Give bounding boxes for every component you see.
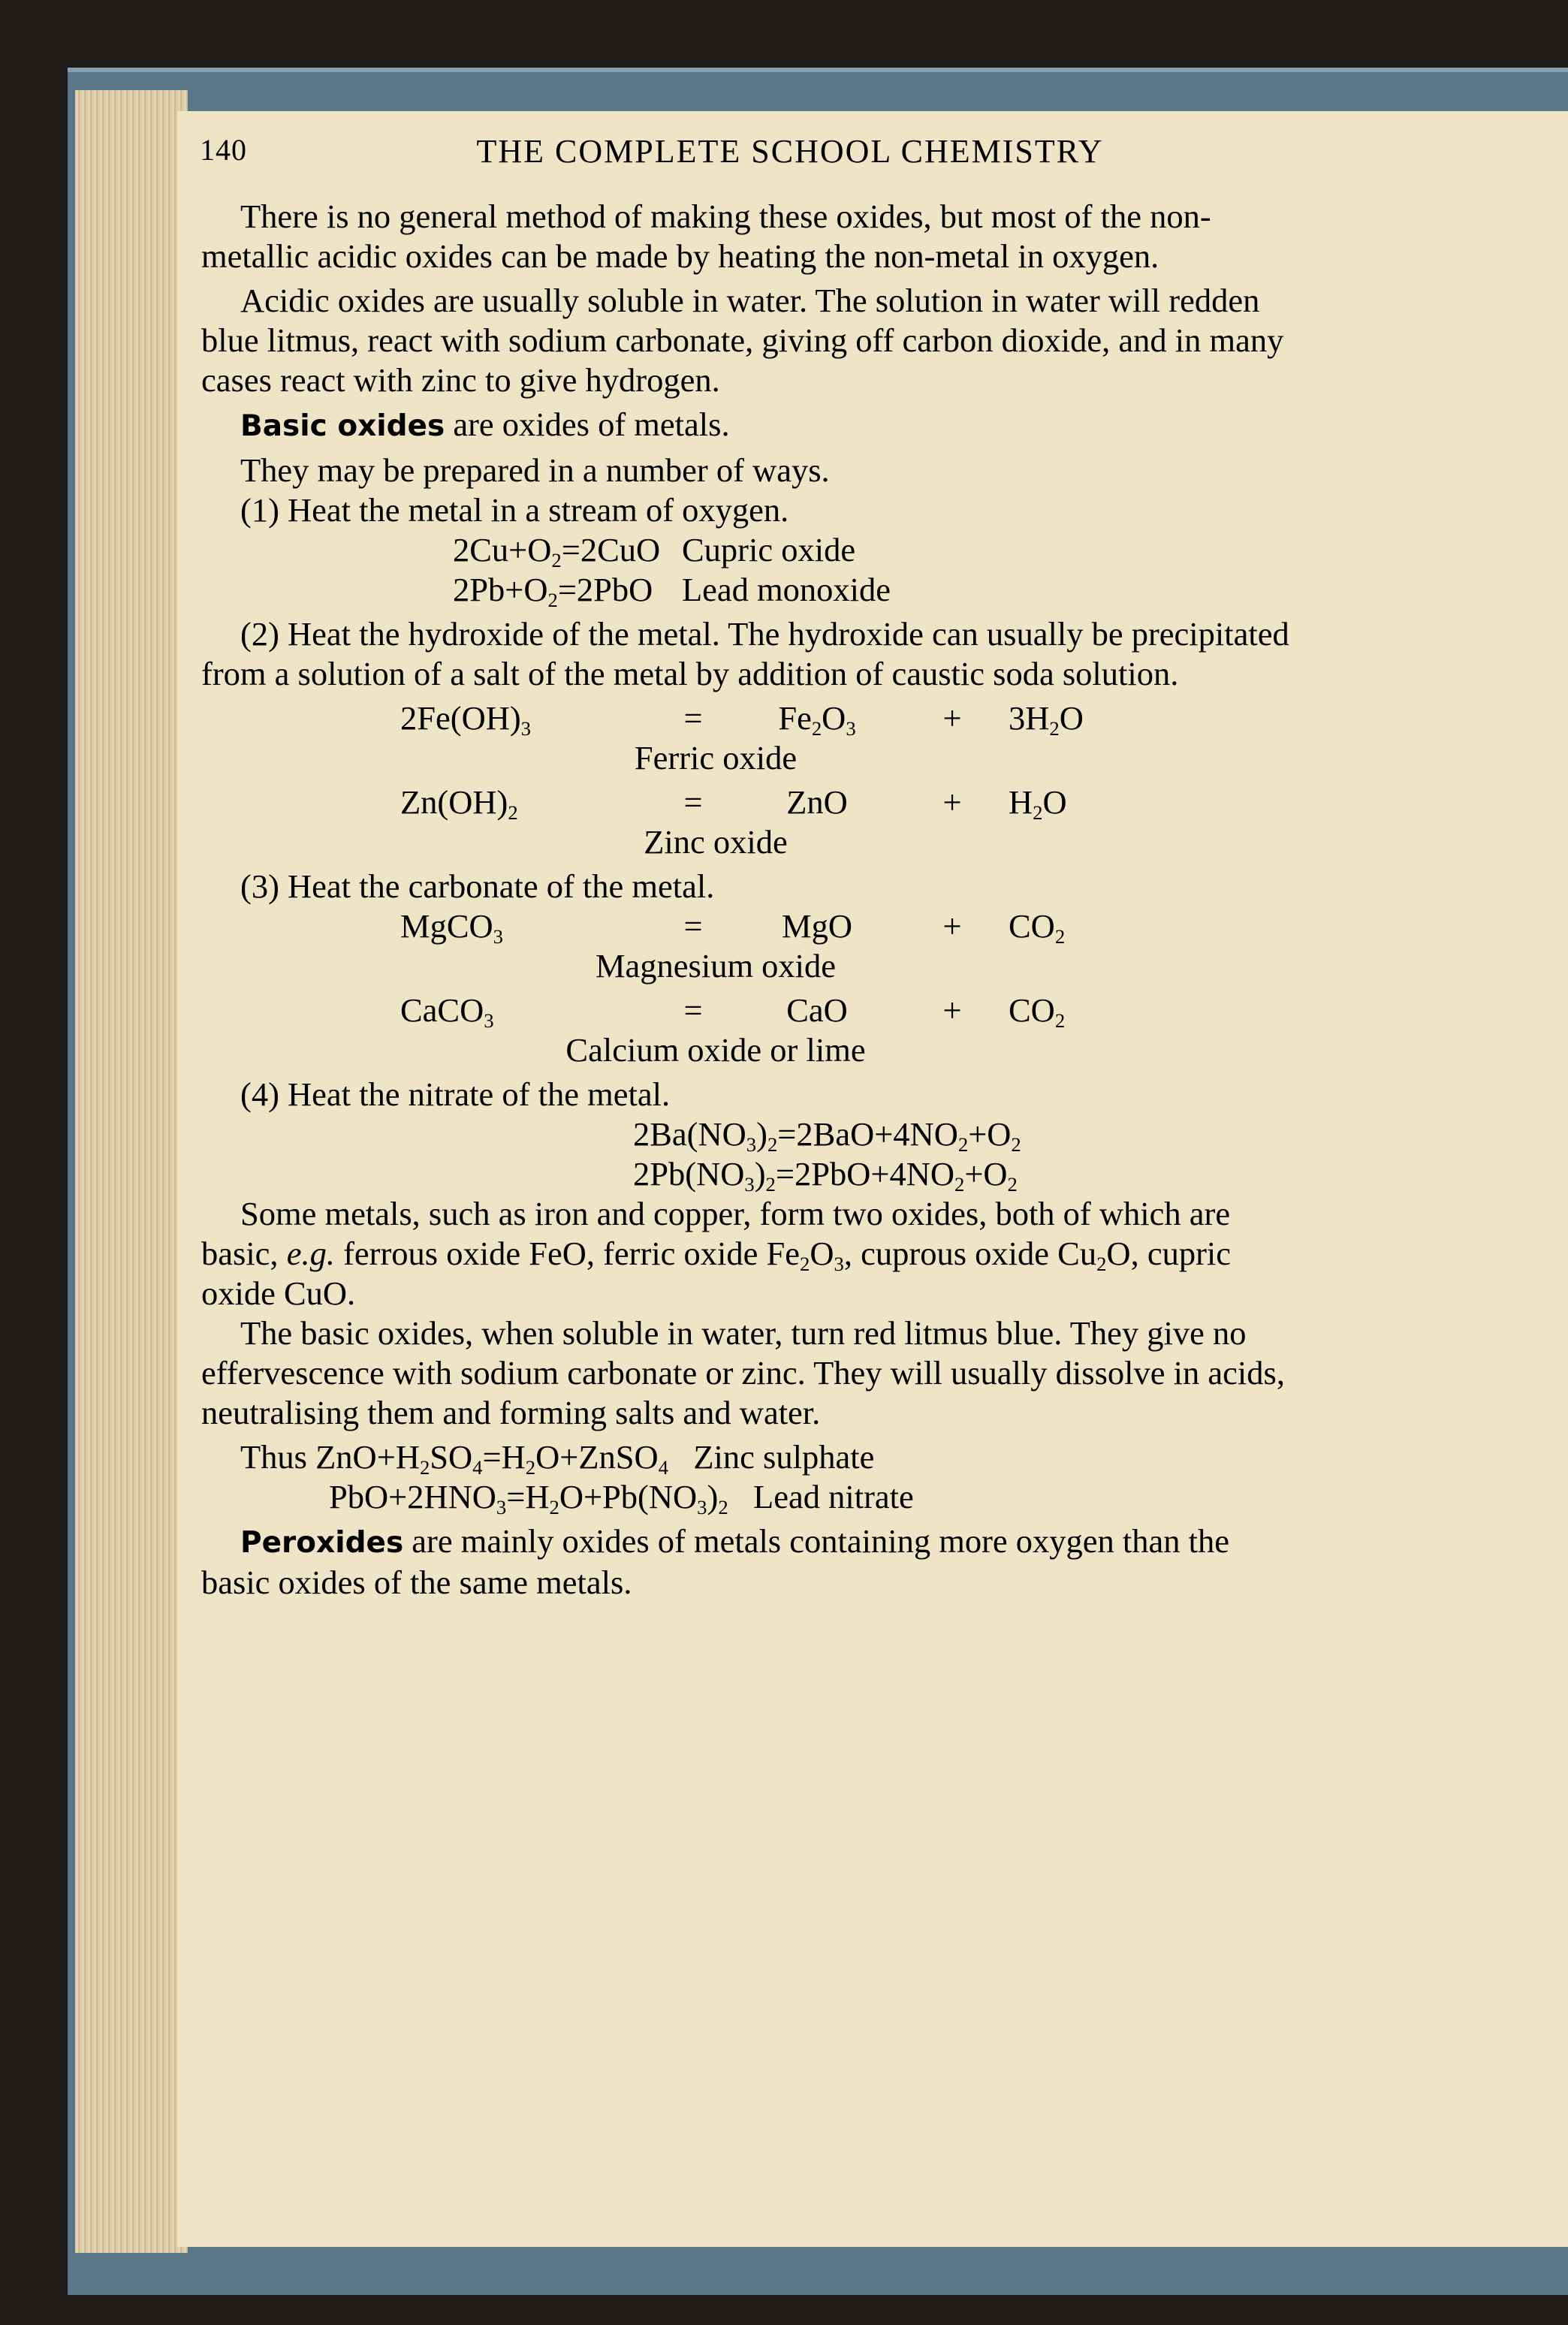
paragraph-two-oxides: Some metals, such as iron and copper, form two oxides, both of which are basic, e.g. ferrous oxide FeO, ferric oxide $Fe_2O_3$, cuprous oxide $Cu_2O$, cupric oxide CuO. (201, 1195, 1231, 1312)
page-body (201, 197, 1298, 1603)
equation-lead: $2Pb+O_2=2PbO$ Lead monoxide (453, 571, 891, 611)
equation-copper: $2Cu+O_2=2CuO$ Cupric oxide (453, 531, 856, 571)
step-3: (3) Heat the carbonate of the metal. (240, 867, 715, 905)
caption-zinc-oxide: Zinc oxide (644, 823, 788, 861)
paragraph-acidic-oxides: Acidic oxides are usually soluble in water. The solution in water will redden blue litmus, react with sodium carbonate, giving off carbon dioxide, and in many cases react with zinc to give hydrogen. (201, 282, 1284, 399)
paragraph-basic-oxides: Basic oxides are oxides of metals. (240, 406, 730, 443)
equation-barium-nitrate: $2Ba(NO_3)_2=2BaO+4NO_2+O_2$ (633, 1115, 1021, 1156)
equation-zinc-sulphate: Thus $ZnO+H_2SO_4=H_2O+ZnSO_4$ Zinc sulphate (240, 1438, 875, 1479)
term-basic-oxides: Basic oxides (240, 409, 445, 443)
running-head: THE COMPLETE SCHOOL CHEMISTRY (476, 133, 1104, 170)
caption-ferric-oxide: Ferric oxide (634, 739, 798, 777)
step-4: (4) Heat the nitrate of the metal. (240, 1075, 671, 1113)
paragraph-peroxides: Peroxides are mainly oxides of metals containing more oxygen than the basic oxides of the same metals. (201, 1522, 1230, 1601)
paragraph-prepared: They may be prepared in a number of ways. (240, 451, 830, 489)
page-edges (75, 90, 188, 2253)
page-number: 140 (200, 133, 247, 167)
equation-lead-nitrate-acid: $PbO+2HNO_3=H_2O+Pb(NO_3)_2$ Lead nitrate (329, 1478, 914, 1518)
equation-ferric-hydroxide: $2Fe(OH)_3$ = $Fe_2O_3$ + $3H_2O$ (400, 699, 1084, 740)
equation-calcium-carbonate: CaCO$_3$ = CaO + $CO_2$ (400, 991, 1066, 1032)
step-2: (2) Heat the hydroxide of the metal. The hydroxide can usually be precipitated from a solution of a salt of the metal by addition of caustic soda solution. (201, 615, 1289, 692)
paragraph-basic-properties: The basic oxides, when soluble in water, turn red litmus blue. They give no effervescence with sodium carbonate or zinc. They will usually dissolve in acids, neutralising them and forming salts and water. (201, 1314, 1285, 1431)
equation-magnesium-carbonate: MgCO$_3$ = MgO + $CO_2$ (400, 907, 1066, 948)
equation-zinc-hydroxide: $Zn(OH)_2$ = ZnO + $H_2O$ (400, 783, 1067, 824)
caption-calcium-oxide: Calcium oxide or lime (565, 1031, 866, 1069)
paragraph-methods: There is no general method of making these oxides, but most of the non-metallic acidic oxides can be made by heating the non-metal in oxygen. (201, 198, 1211, 275)
equation-lead-nitrate: $2Pb(NO_3)_2=2PbO+4NO_2+O_2$ (633, 1155, 1018, 1196)
caption-magnesium-oxide: Magnesium oxide (595, 947, 837, 985)
term-peroxides: Peroxides (240, 1526, 404, 1560)
step-1: (1) Heat the metal in a stream of oxygen. (240, 491, 789, 529)
